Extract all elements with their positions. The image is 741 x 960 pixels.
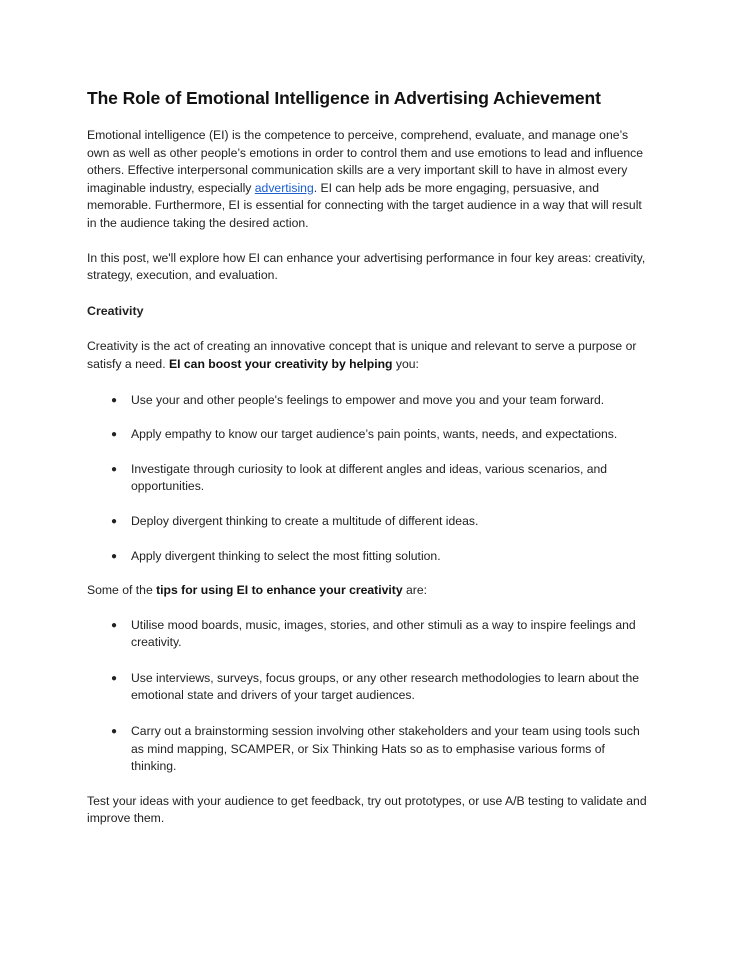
intro-text-after-link: . EI can help ads be more engaging, persuasive, and memorable. Furthermore, EI is essential for connecting with the target audience in a way that will result in the audience taking the desired action. (87, 180, 642, 230)
bullet-icon: ● (111, 515, 118, 527)
advertising-link[interactable]: advertising (254, 180, 314, 195)
list-item-text: Apply empathy to know our target audience’s pain points, wants, needs, and expectations. (131, 427, 618, 442)
intro-text-before-link: Emotional intelligence (EI) is the competence to perceive, comprehend, evaluate, and manage one’s own as well as other people’s emotions in order to control them and use emotions to lead and influence others. Effective interpersonal communication skills are a very important skill to have in almost every imaginable industry, especially (87, 128, 643, 195)
creativity-paragraph-tail: you: (392, 356, 419, 371)
list-item (87, 392, 653, 410)
test-paragraph: Test your ideas with your audience to get feedback, try out prototypes, or use A/B testing to validate and improve them. (87, 793, 647, 826)
list-item-text: Investigate through curiosity to look at different angles and ideas, various scenarios, and opportunities. (131, 461, 608, 494)
list-item (87, 723, 653, 776)
tips-paragraph-bold: tips for using EI to enhance your creativity (156, 583, 403, 598)
list-item-text: Apply divergent thinking to select the most fitting solution. (131, 548, 441, 563)
intro-paragraph (87, 127, 653, 233)
list-item-text: Use your and other people's feelings to empower and move you and your team forward. (131, 392, 605, 407)
tips-paragraph (87, 582, 653, 600)
list-item (87, 548, 653, 566)
bullet-icon: ● (111, 550, 118, 562)
document-page (87, 86, 653, 828)
creativity-list (87, 392, 653, 566)
list-item (87, 513, 653, 531)
list-item-text: Utilise mood boards, music, images, stories, and other stimuli as a way to inspire feelings and creativity. (131, 617, 636, 650)
bullet-icon: ● (111, 726, 118, 738)
bullet-icon: ● (111, 463, 118, 475)
creativity-paragraph-bold: EI can boost your creativity by helping (168, 356, 393, 371)
creativity-heading: Creativity (87, 303, 144, 318)
creativity-paragraph-text: Creativity is the act of creating an innovative concept that is unique and relevant to serve a purpose or satisfy a need. (87, 339, 637, 371)
list-item (87, 670, 653, 705)
document-title: The Role of Emotional Intelligence in Advertising Achievement (87, 88, 601, 108)
list-item-text: Use interviews, surveys, focus groups, or any other research methodologies to learn about the emotional state and drivers of your target audiences. (131, 670, 640, 703)
list-item-text: Deploy divergent thinking to create a multitude of different ideas. (131, 513, 479, 528)
list-item (87, 617, 653, 652)
list-item (87, 426, 653, 444)
post-overview-paragraph: In this post, we'll explore how EI can enhance your advertising performance in four key areas: creativity, strategy, execution, and evaluation. (87, 250, 646, 283)
bullet-icon: ● (111, 394, 118, 406)
bullet-icon: ● (111, 619, 118, 631)
bullet-icon: ● (111, 672, 118, 684)
tips-paragraph-tail: are: (402, 583, 428, 598)
bullet-icon: ● (111, 429, 118, 441)
tips-list (87, 617, 653, 776)
creativity-paragraph (87, 338, 653, 373)
list-item (87, 461, 653, 496)
tips-paragraph-text: Some of the (87, 583, 157, 598)
list-item-text: Carry out a brainstorming session involving other stakeholders and your team using tools such as mind mapping, SCAMPER, or Six Thinking Hats so as to emphasise various forms of thinking. (131, 724, 640, 774)
